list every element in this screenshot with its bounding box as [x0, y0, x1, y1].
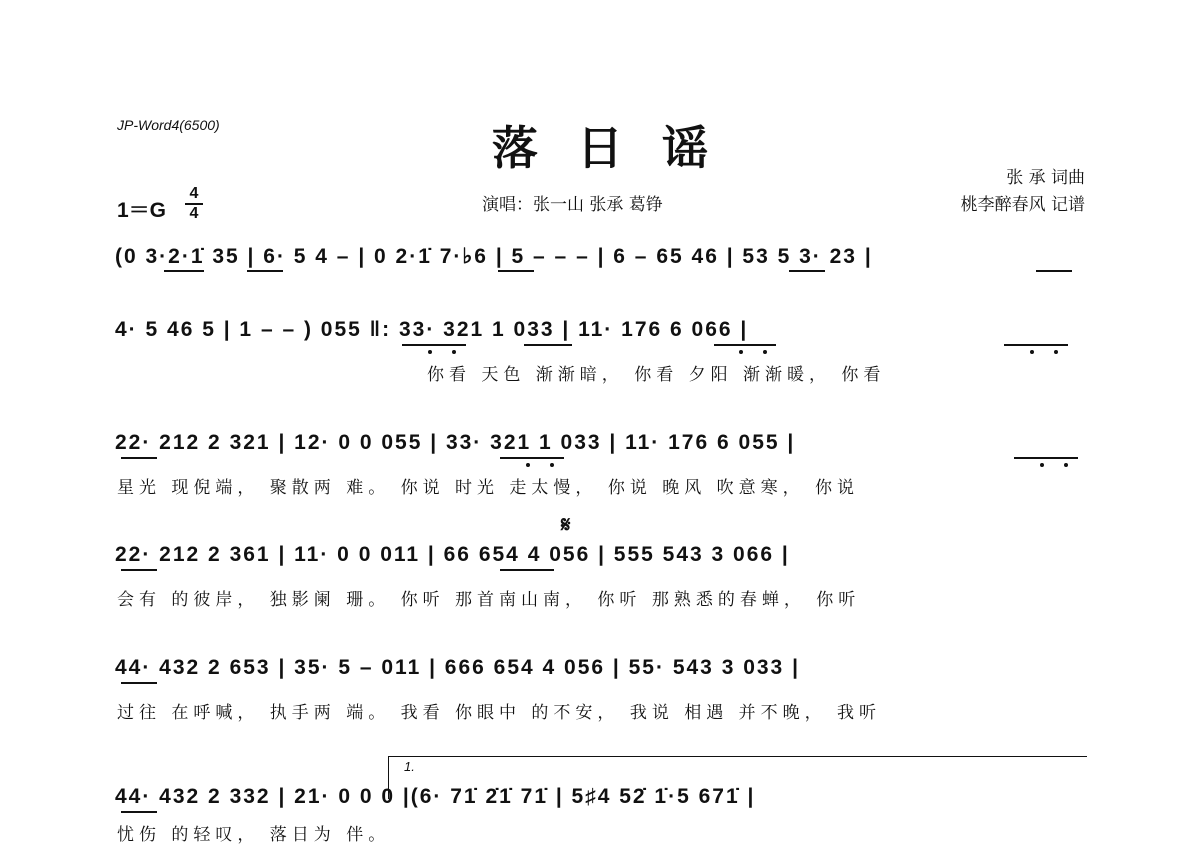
notation-line-1: (0 3·2·1̇ 35 | 6· 5 4 – | 0 2·1̇ 7·♭6 | 5 – – – | 6 – 65 46 | 53 5 3· 23 |	[115, 245, 873, 268]
lyric-line-6: 忧伤 的轻叹， 落日为 伴。	[117, 825, 391, 845]
beam-underline	[121, 811, 157, 813]
beam-underline	[714, 344, 776, 346]
lower-octave-dot	[1030, 350, 1034, 354]
lower-octave-dot	[739, 350, 743, 354]
time-signature	[185, 186, 203, 222]
notation-line-6: 44· 432 2 332 | 21· 0 0 0 |(6· 71̇ 2̇1̇ 71̇ | 5♯4 52̇ 1̇·5 671̇ |	[115, 785, 756, 808]
first-ending-label: 1.	[404, 759, 415, 774]
notation-line-3: 22· 212 2 321 | 12· 0 0 055 | 33· 321 1 033 | 11· 176 6 055 |	[115, 431, 796, 454]
beam-underline	[1004, 344, 1068, 346]
key-signature: 1＝G	[117, 199, 167, 222]
software-watermark: JP-Word4(6500)	[117, 117, 220, 133]
lyric-line-3: 星光 现倪端， 聚散两 难。 你说 时光 走太慢， 你说 晚风 吹意寒， 你说	[117, 478, 860, 498]
lyric-line-2: 你看 天色 渐渐暗， 你看 夕阳 渐渐暖， 你看	[427, 365, 886, 385]
lower-octave-dot	[1064, 463, 1068, 467]
lower-octave-dot	[1054, 350, 1058, 354]
lyric-line-5: 过往 在呼喊， 执手两 端。 我看 你眼中 的不安， 我说 相遇 并不晚， 我听	[117, 703, 882, 723]
lower-octave-dot	[452, 350, 456, 354]
song-title: 落日谣	[491, 121, 748, 175]
lower-octave-dot	[550, 463, 554, 467]
beam-underline	[1014, 457, 1078, 459]
lower-octave-dot	[763, 350, 767, 354]
beam-underline	[247, 270, 283, 272]
beam-underline	[1036, 270, 1072, 272]
beam-underline	[498, 270, 534, 272]
beam-underline	[164, 270, 204, 272]
beam-underline	[121, 682, 157, 684]
notation-line-4: 22· 212 2 361 | 11· 0 0 011 | 66 654 4 056 | 555 543 3 066 |	[115, 543, 790, 566]
beam-underline	[402, 344, 466, 346]
time-signature-top: 4	[189, 185, 199, 202]
time-signature-bottom: 4	[189, 205, 199, 222]
lyric-line-4: 会有 的彼岸， 独影阑 珊。 你听 那首南山南， 你听 那熟悉的春蝉， 你听	[117, 590, 861, 610]
beam-underline	[500, 569, 554, 571]
lower-octave-dot	[526, 463, 530, 467]
composer-credit: 张 承 词曲	[1006, 168, 1085, 188]
segno-sign: 𝄋	[561, 512, 571, 538]
lower-octave-dot	[1040, 463, 1044, 467]
notation-line-2: 4· 5 46 5 | 1 – – ) 055 ‖: 33· 321 1 033 | 11· 176 6 066 |	[115, 318, 749, 341]
singers-credit: 演唱：张一山 张承 葛铮	[482, 195, 663, 215]
beam-underline	[500, 457, 564, 459]
beam-underline	[789, 270, 825, 272]
lower-octave-dot	[428, 350, 432, 354]
transcriber-credit: 桃李醉春风 记谱	[960, 195, 1085, 215]
beam-underline	[121, 569, 157, 571]
notation-line-5: 44· 432 2 653 | 35· 5 – 011 | 666 654 4 056 | 55· 543 3 033 |	[115, 656, 800, 679]
beam-underline	[524, 344, 572, 346]
beam-underline	[121, 457, 157, 459]
